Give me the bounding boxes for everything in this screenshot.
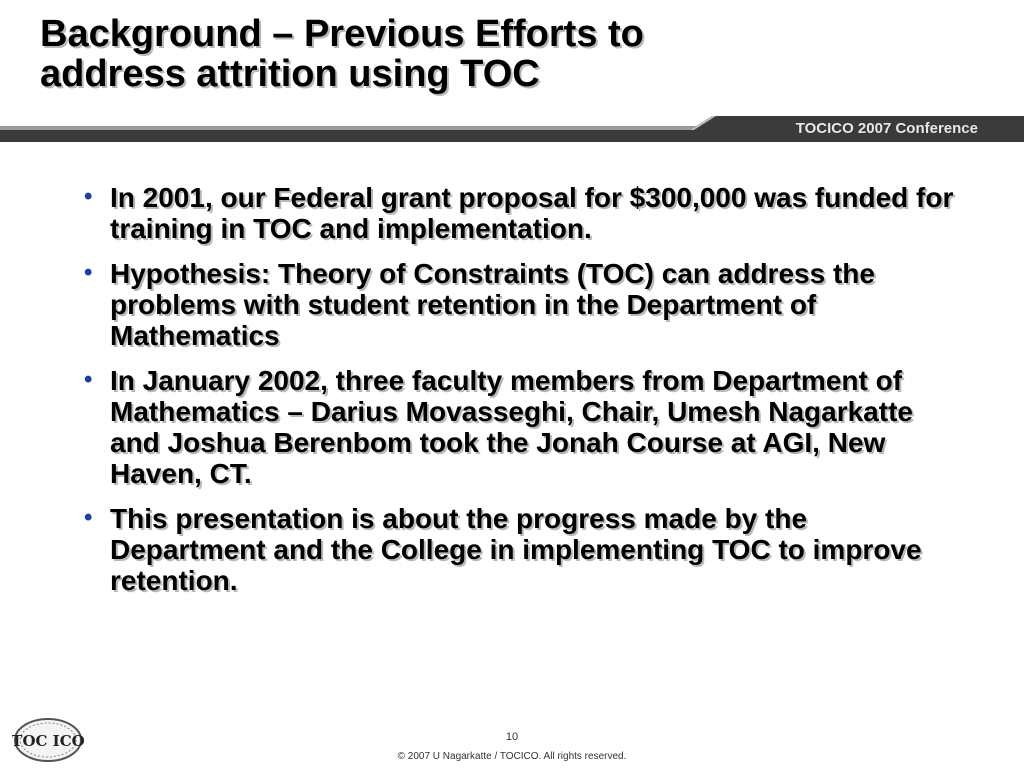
tocico-logo [12, 716, 84, 764]
tocico-logo-icon [12, 716, 84, 764]
header-bar-light-stripe [0, 126, 706, 130]
conference-label: TOCICO 2007 Conference [795, 120, 978, 137]
bullet-item [82, 182, 962, 244]
slide-title-line-2: address attrition using TOC [40, 53, 540, 95]
page-number: 10 [505, 731, 519, 743]
bullet-list [82, 182, 962, 610]
bullet-text: In 2001, our Federal grant proposal for $300,000 was funded for training in TOC and implementation. [110, 182, 954, 244]
bullet-dot-icon: • [84, 504, 93, 531]
copyright-notice: © 2007 U Nagarkatte / TOCICO. All rights reserved. [397, 751, 627, 762]
bullet-text: This presentation is about the progress made by the Department and the College in implementing TOC to improve retention. [110, 503, 922, 596]
bullet-item [82, 365, 962, 489]
bullet-text: In January 2002, three faculty members from Department of Mathematics – Darius Movasseghi, Chair, Umesh Nagarkatte and Joshua Berenbom took the Jonah Course at AGI, New Haven, CT. [110, 365, 913, 489]
tocico-logo-text: TOC ICO [12, 732, 84, 750]
slide-title [40, 14, 940, 94]
bullet-item [82, 258, 962, 351]
bullet-dot-icon: • [84, 259, 93, 286]
bullet-item [82, 503, 962, 596]
bullet-dot-icon: • [84, 366, 93, 393]
bullet-text: Hypothesis: Theory of Constraints (TOC) can address the problems with student retention in the Department of Mathematics [110, 258, 875, 351]
bullet-dot-icon: • [84, 183, 93, 210]
slide-title-line-1: Background – Previous Efforts to [40, 13, 644, 55]
